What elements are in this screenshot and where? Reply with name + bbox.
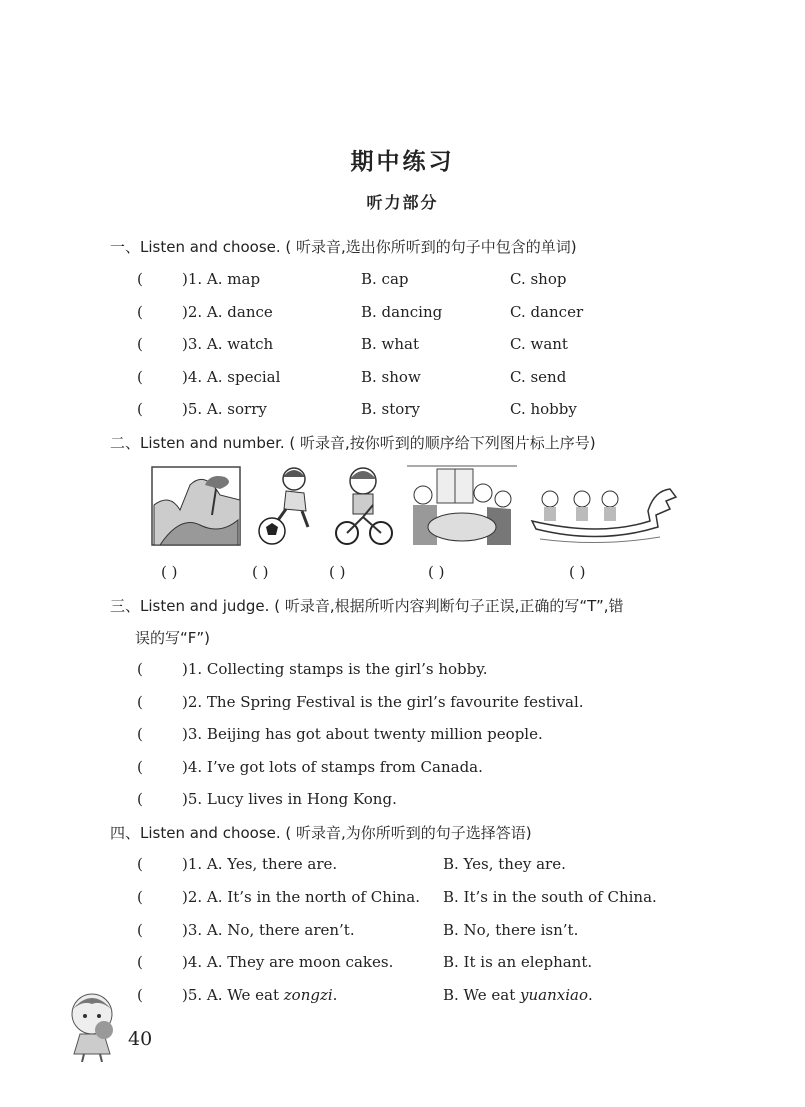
answer-paren[interactable]: ( (137, 855, 143, 873)
page-title: 期中练习 (350, 149, 455, 175)
option-c: C. hobby (510, 400, 577, 418)
option-b: B. Yes, they are. (443, 855, 566, 873)
option-c: C. dancer (510, 302, 584, 321)
option-a: )4. A. They are moon cakes. (182, 953, 394, 972)
option-a: )3. A. watch (182, 335, 274, 353)
option-a: )4. A. special (182, 367, 281, 386)
answer-paren[interactable]: ( (137, 790, 143, 808)
option-a: )2. A. dance (182, 302, 273, 321)
blank-3[interactable]: ( ) (329, 563, 346, 581)
option-b: B. It’s in the south of China. (443, 887, 657, 906)
answer-paren[interactable]: ( (137, 757, 143, 776)
answer-paren[interactable]: ( (137, 270, 143, 288)
answer-paren[interactable]: ( (137, 302, 143, 321)
family-dinner-icon (407, 465, 517, 547)
question-5-option-a: )5. A. We eat zongzi. (182, 986, 338, 1004)
section-2-heading: 二、Listen and number. ( 听录音,按你听到的顺序给下列图片标上序号) (110, 434, 596, 452)
answer-paren[interactable]: ( (137, 660, 143, 678)
option-b: B. No, there isn’t. (443, 920, 579, 939)
option-b: B. It is an elephant. (443, 953, 593, 972)
option-b: B. what (361, 335, 420, 353)
answer-paren[interactable]: ( (137, 725, 143, 743)
answer-paren[interactable]: ( (137, 953, 143, 972)
judge-statement: )3. Beijing has got about twenty million people. (182, 725, 543, 743)
judge-statement: )4. I’ve got lots of stamps from Canada. (182, 757, 483, 776)
section-1-heading: 一、Listen and choose. ( 听录音,选出你所听到的句子中包含的单词) (110, 238, 577, 256)
answer-paren[interactable]: ( (137, 887, 143, 906)
question-5-option-b: B. We eat yuanxiao. (443, 986, 593, 1004)
answer-paren[interactable]: ( (137, 692, 143, 711)
mascot-girl-icon (62, 990, 124, 1062)
cycling-boy-icon (333, 465, 393, 547)
option-b: B. dancing (361, 302, 443, 321)
option-b: B. show (361, 367, 421, 386)
answer-paren[interactable]: ( (137, 920, 143, 939)
option-a: )3. A. No, there aren’t. (182, 920, 355, 939)
blank-5[interactable]: ( ) (569, 563, 586, 581)
blank-1[interactable]: ( ) (161, 563, 178, 581)
section-3-heading: 三、Listen and judge. ( 听录音,根据所听内容判断句子正误,正确的写“T”,错 (110, 597, 624, 615)
option-c: C. shop (510, 270, 567, 288)
option-a: )1. A. Yes, there are. (182, 855, 338, 873)
option-c: C. send (510, 367, 567, 386)
option-c: C. want (510, 335, 568, 353)
option-b: B. cap (361, 270, 409, 288)
judge-statement: )2. The Spring Festival is the girl’s favourite festival. (182, 692, 584, 711)
page-number: 40 (128, 1028, 153, 1050)
option-b: B. story (361, 400, 420, 418)
football-boy-icon (256, 465, 321, 547)
blank-4[interactable]: ( ) (428, 563, 445, 581)
answer-paren[interactable]: ( (137, 986, 143, 1004)
section-4-heading: 四、Listen and choose. ( 听录音,为你所听到的句子选择答语) (110, 824, 532, 842)
dragon-boat-icon (530, 465, 680, 547)
blank-2[interactable]: ( ) (252, 563, 269, 581)
option-a: )1. A. map (182, 270, 261, 288)
judge-statement: )1. Collecting stamps is the girl’s hobby. (182, 660, 488, 678)
answer-paren[interactable]: ( (137, 335, 143, 353)
mountain-icon (150, 465, 242, 547)
option-a: )5. A. sorry (182, 400, 267, 418)
option-a: )2. A. It’s in the north of China. (182, 887, 421, 906)
answer-paren[interactable]: ( (137, 367, 143, 386)
section-3-heading-cont: 误的写“F”) (135, 629, 211, 647)
answer-paren[interactable]: ( (137, 400, 143, 418)
judge-statement: )5. Lucy lives in Hong Kong. (182, 790, 397, 808)
section-subtitle: 听力部分 (366, 193, 439, 212)
